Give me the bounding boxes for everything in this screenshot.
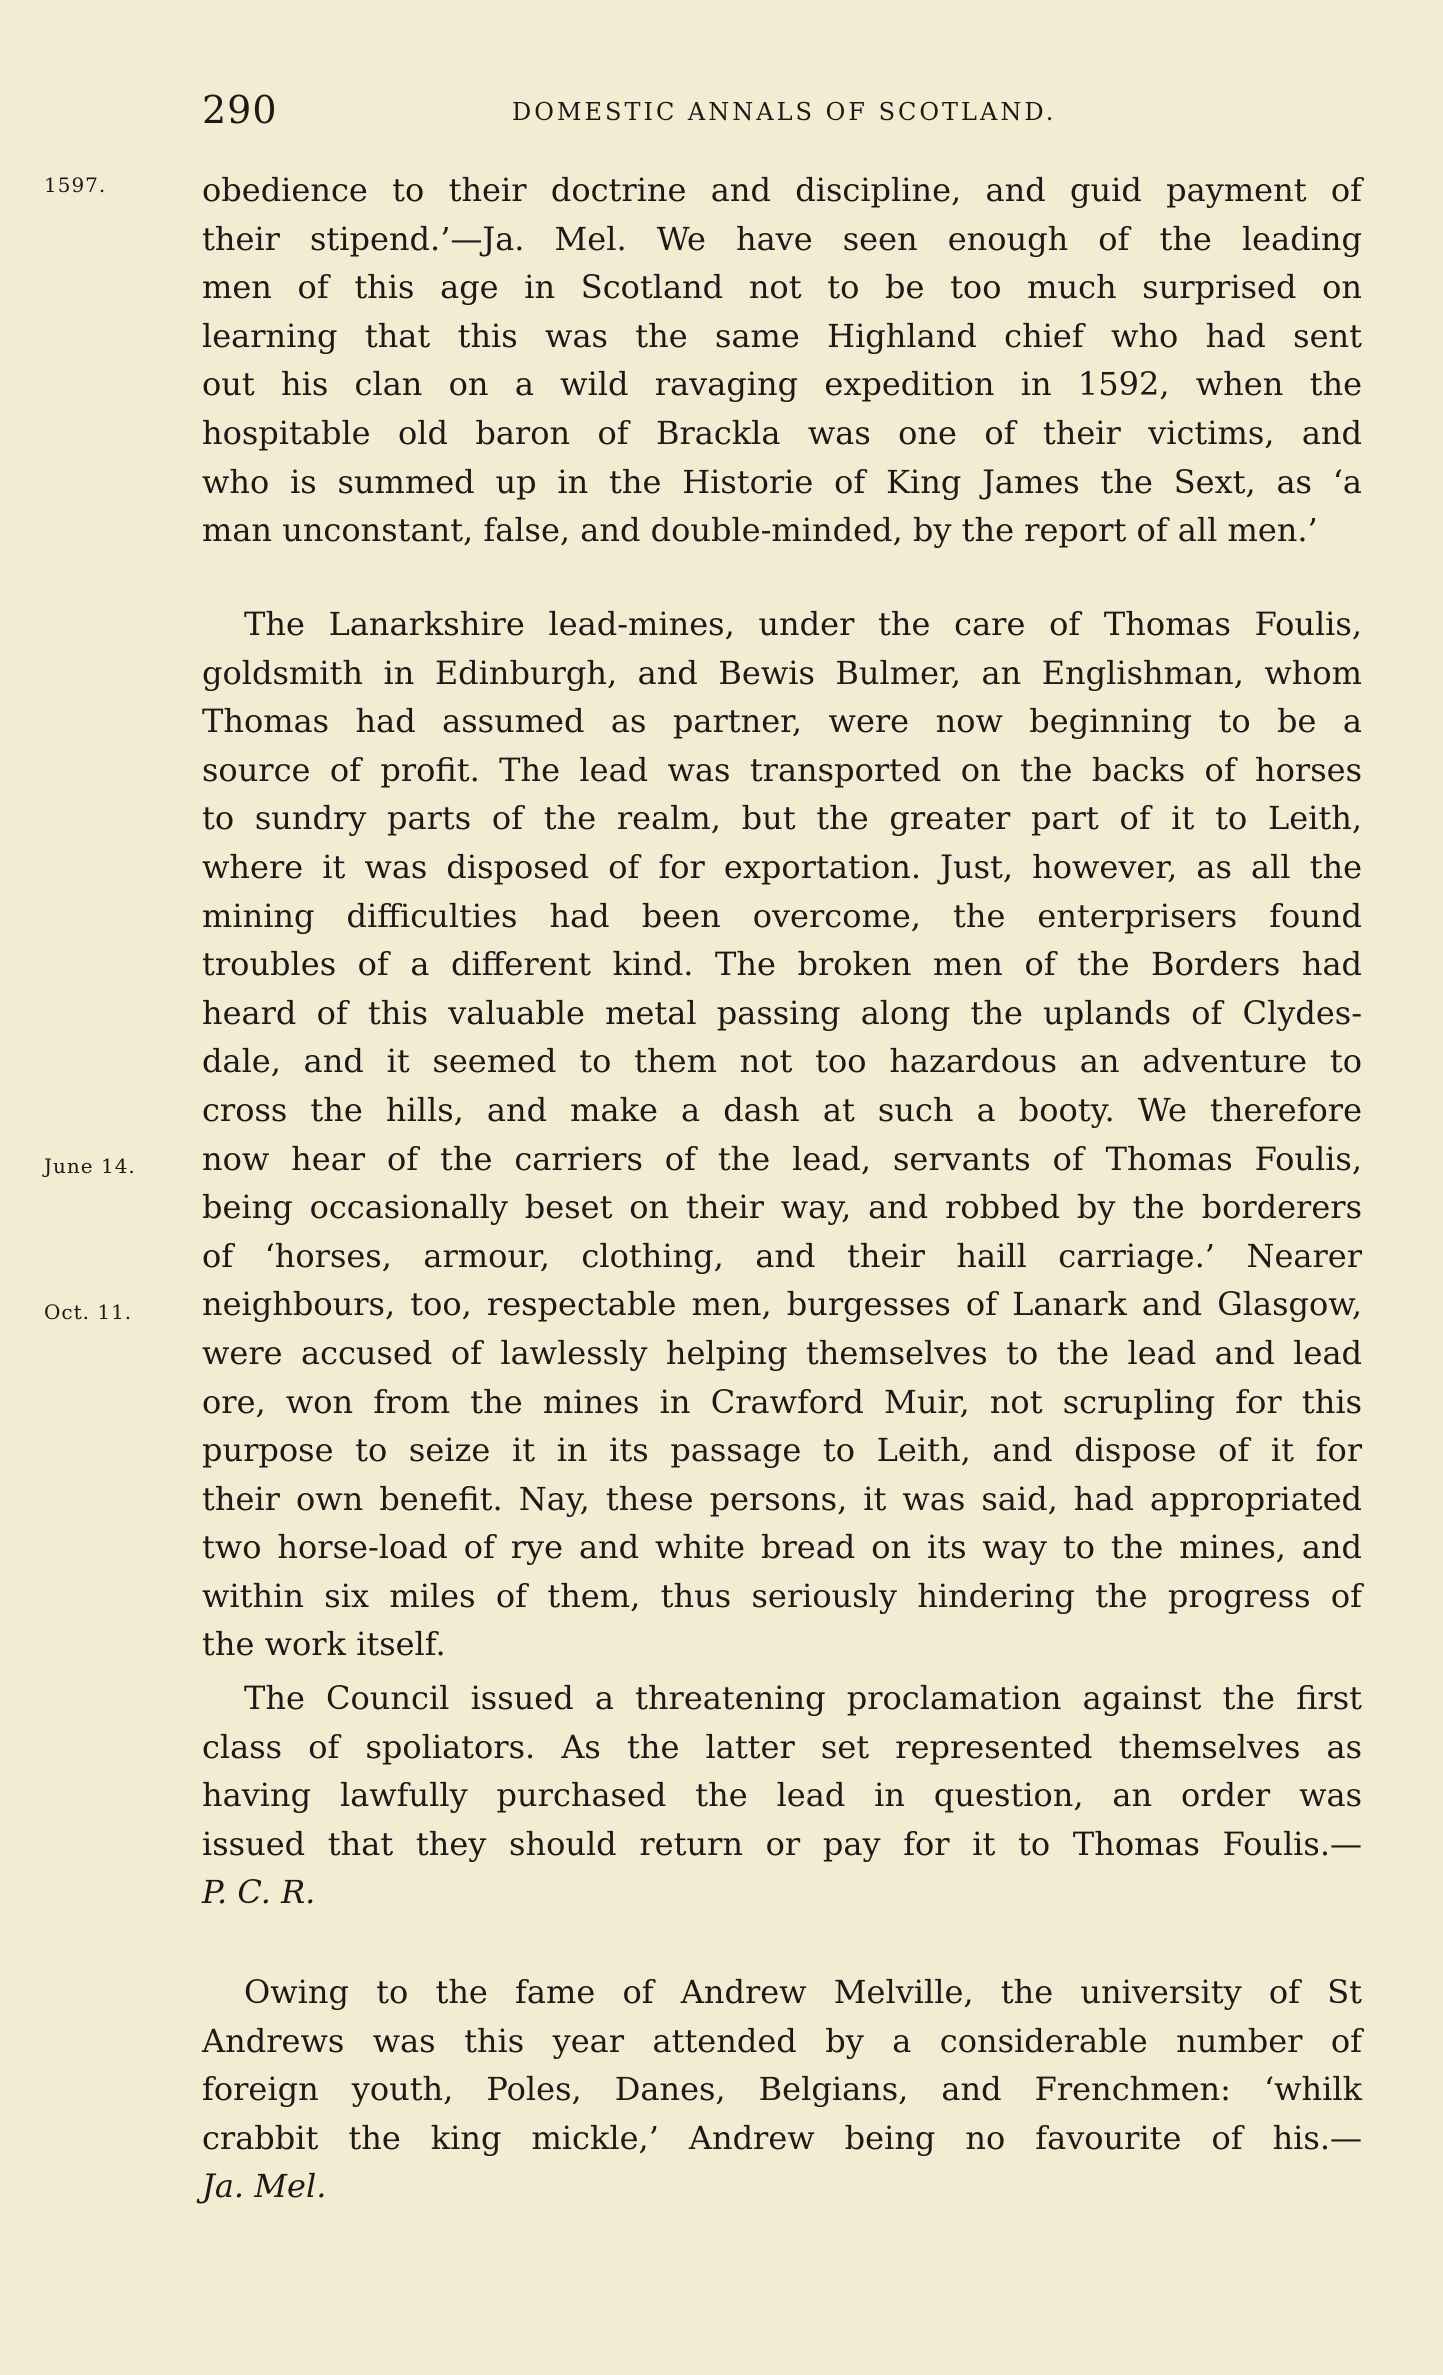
text-line: to sundry parts of the realm, but the greater part of it to Leith,	[202, 799, 1362, 838]
text-line: two horse-load of rye and white bread on its way to the mines, and	[202, 1528, 1362, 1567]
paragraph-2	[202, 600, 1362, 1669]
text-line: man unconstant, false, and double-minded, by the report of all men.’	[202, 511, 1318, 550]
text-line: obedience to their doctrine and discipline, and guid payment of	[202, 171, 1362, 209]
text-line: being occasionally beset on their way, and robbed by the borderers	[202, 1188, 1362, 1227]
text-line: cross the hills, and make a dash at such a booty. We therefore	[202, 1090, 1362, 1129]
text-line: Andrews was this year attended by a considerable number of	[202, 2021, 1362, 2060]
text-line: purpose to seize it in its passage to Leith, and dispose of it for	[202, 1431, 1362, 1470]
text-line: out his clan on a wild ravaging expedition in 1592, when the	[202, 365, 1362, 404]
text-line: having lawfully purchased the lead in question, an order was	[202, 1776, 1362, 1815]
margin-note-october: Oct. 11.	[44, 1300, 133, 1324]
text-line: class of spoliators. As the latter set represented themselves as	[202, 1727, 1362, 1766]
page-header	[202, 88, 1362, 138]
text-line: where it was disposed of for exportation. Just, however, as all the	[202, 847, 1362, 886]
text-line: The Lanarkshire lead-mines, under the care of Thomas Foulis,	[244, 605, 1362, 643]
text-line: Ja. Mel.	[202, 2167, 327, 2206]
text-line: who is summed up in the Historie of King James the Sext, as ‘a	[202, 462, 1362, 501]
text-line: mining difficulties had been overcome, the enterprisers found	[202, 896, 1362, 935]
text-line: foreign youth, Poles, Danes, Belgians, and Frenchmen: ‘whilk	[202, 2070, 1362, 2109]
text-line: now hear of the carriers of the lead, servants of Thomas Foulis,	[202, 1139, 1362, 1178]
text-line: neighbours, too, respectable men, burgesses of Lanark and Glasgow,	[202, 1285, 1362, 1324]
text-line: dale, and it seemed to them not too hazardous an adventure to	[202, 1042, 1362, 1081]
text-line: source of profit. The lead was transported on the backs of horses	[202, 750, 1362, 789]
margin-note-year: 1597.	[44, 173, 107, 197]
running-head: DOMESTIC ANNALS OF SCOTLAND.	[512, 98, 1057, 126]
paragraph-1	[202, 166, 1362, 555]
text-line: learning that this was the same Highland chief who had sent	[202, 316, 1362, 355]
margin-note-june: June 14.	[44, 1154, 136, 1178]
text-line: goldsmith in Edinburgh, and Bewis Bulmer, an Englishman, whom	[202, 653, 1362, 692]
text-line: within six miles of them, thus seriously hindering the progress of	[202, 1576, 1362, 1615]
text-line: were accused of lawlessly helping themselves to the lead and lead	[202, 1333, 1362, 1372]
text-line: The Council issued a threatening proclamation against the first	[244, 1679, 1362, 1717]
text-line: troubles of a different kind. The broken men of the Borders had	[202, 945, 1362, 984]
text-line: ore, won from the mines in Crawford Muir, not scrupling for this	[202, 1382, 1362, 1421]
paragraph-4	[202, 1968, 1362, 2211]
text-line: their stipend.’—Ja. Mel. We have seen enough of the leading	[202, 219, 1362, 258]
text-line: their own benefit. Nay, these persons, it was said, had appropriated	[202, 1479, 1362, 1518]
text-line: issued that they should return or pay for it to Thomas Foulis.—	[202, 1824, 1362, 1863]
text-line: hospitable old baron of Brackla was one of their victims, and	[202, 413, 1362, 452]
text-line: Thomas had assumed as partner, were now beginning to be a	[202, 702, 1362, 741]
text-line: of ‘horses, armour, clothing, and their haill carriage.’ Nearer	[202, 1236, 1362, 1275]
text-line: men of this age in Scotland not to be too much surprised on	[202, 268, 1362, 307]
text-line: Owing to the fame of Andrew Melville, the university of St	[244, 1973, 1362, 2011]
text-line: heard of this valuable metal passing along the uplands of Clydes-	[202, 993, 1362, 1032]
text-line: the work itself.	[202, 1625, 446, 1664]
text-line: P. C. R.	[202, 1873, 316, 1912]
page-number: 290	[202, 88, 278, 132]
paragraph-3	[202, 1674, 1362, 1917]
text-line: crabbit the king mickle,’ Andrew being no favourite of his.—	[202, 2118, 1362, 2157]
